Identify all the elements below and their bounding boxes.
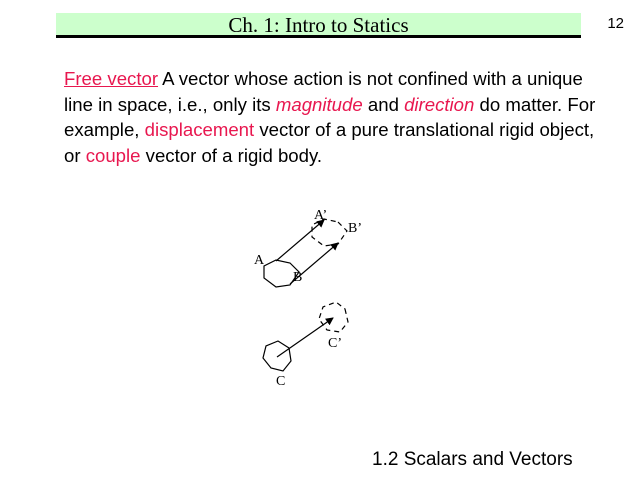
displacement-vector-c <box>277 318 333 357</box>
label-a: A <box>254 253 265 268</box>
label-b: B <box>293 270 303 285</box>
slide-title: Ch. 1: Intro to Statics <box>228 13 409 37</box>
definition-text-4: vector of a pure translational rigid object, or <box>64 119 595 166</box>
term-direction: direction <box>404 93 475 115</box>
page-number: 12 <box>607 15 624 32</box>
hexagon-translated <box>312 219 347 246</box>
hexagon-c-original <box>263 341 291 371</box>
label-c-prime: C’ <box>328 336 342 351</box>
label-a-prime: A’ <box>314 208 328 223</box>
term-free-vector: Free vector <box>64 68 159 89</box>
label-b-prime: B’ <box>348 221 362 236</box>
definition-text-2: and <box>362 93 405 115</box>
displacement-vector-a <box>276 220 324 261</box>
definition-text-5: vector of a rigid body. <box>140 144 323 166</box>
term-displacement: displacement <box>144 119 255 141</box>
term-magnitude: magnitude <box>275 93 363 115</box>
term-couple: couple <box>85 144 141 166</box>
section-footer: 1.2 Scalars and Vectors <box>372 449 573 470</box>
label-c: C <box>276 374 286 389</box>
hexagon-c-translated <box>319 302 348 332</box>
definition-text-1: A vector whose action is not confined with a unique line in space, i.e., only its <box>64 68 583 115</box>
definition-text-3: do matter. For example, <box>64 93 596 141</box>
